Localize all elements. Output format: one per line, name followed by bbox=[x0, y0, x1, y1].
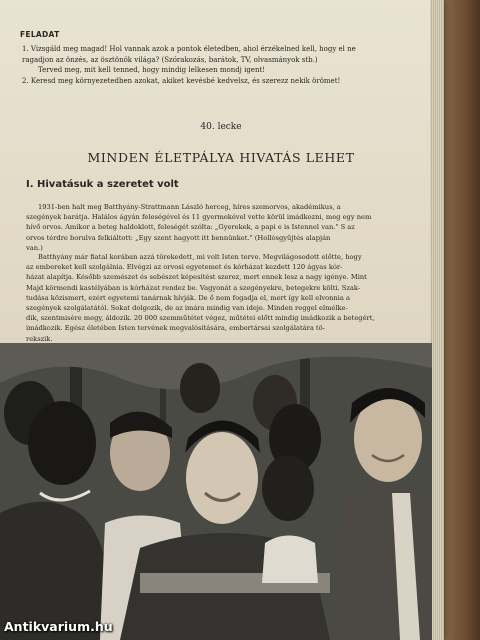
paragraph-line: szegények barátja. Halálos ágyán feleségével és 11 gyermekével vette körül imádkozni, meg egy nem bbox=[26, 213, 372, 222]
paragraph-line: Batthyány már fiatal korában azzá törekedett, mi volt Isten terve. Megvilágosodott előtte, hogy bbox=[38, 253, 362, 261]
chapter-title: MINDEN ÉLETPÁLYA HIVATÁS LEHET bbox=[87, 150, 355, 165]
task-line: Terved meg, mit kell tenned, hogy mindig lelkesen mondj igent! bbox=[38, 66, 266, 74]
paragraph-line: 1931-ben halt meg Batthyány-Strattmann László herceg, híres szemorvos, akadémikus, a bbox=[38, 203, 341, 211]
task-list bbox=[22, 44, 422, 86]
paragraph-line: orvos térdre borulva felkiáltott: „Egy szent hagyott itt bennünket." (Hollósgyűjtés alapján bbox=[26, 233, 331, 242]
group-photo-illustration bbox=[0, 343, 432, 640]
watermark-text: Antikvarium.hu bbox=[4, 619, 113, 634]
group-photo bbox=[0, 343, 432, 640]
paragraph-line: hívő orvos. Amikor a beteg haldoklott, feleségét szólta: „Gyerekek, a papi e is Istennel van." S az bbox=[26, 223, 355, 232]
paragraph-2 bbox=[26, 252, 426, 344]
task-line: ragadjon az önzés, az ösztönök világa? (Szórakozás, barátok, TV, olvasmányok stb.) bbox=[22, 55, 318, 64]
paragraph-line: rekszik. bbox=[26, 334, 53, 343]
paragraph-1 bbox=[26, 202, 426, 253]
paragraph-line: az embereket kell szolgálnia. Elvégzi az orvosi egyetemet és kórházat kezdett 120 ágyas kór- bbox=[26, 263, 343, 272]
section-heading: I. Hivatásuk a szeretet volt bbox=[26, 179, 179, 190]
task-line: 2. Keresd meg környezetedben azokat, akiket kevésbé kedvelsz, és szerezz nekik örömet! bbox=[22, 76, 341, 85]
task-line: 1. Vizsgáld meg magad! Hol vannak azok a pontok életedben, ahol érzékelned kell, hogy el ne bbox=[22, 45, 356, 53]
page-stack-edge bbox=[430, 0, 444, 640]
paragraph-line: szegények szolgálatától. Sokat dolgozik, de az imára mindig van ideje. Minden reggel elmélke- bbox=[26, 304, 348, 313]
paragraph-line: Majd körmendi kastélyában is kórházat rendez be. Vagyonát a szegényekre, betegekre költi. Szak- bbox=[26, 283, 361, 292]
task-heading: FELADAT bbox=[20, 30, 60, 39]
paragraph-line: dik, szentmisére megy, áldozik. 20 000 szemműtétet végez, műtétei előtt mindig imádkozik a betegért, bbox=[26, 314, 375, 323]
paragraph-line: imádkozik. Egész életében Isten tervének megvalósítására, embertársai szolgálatára tö- bbox=[26, 324, 325, 333]
paragraph-line: házat alapítja. Később szemészet és sebészet képesítést szerez, mert ennek lesz a nagy igénye. Mint bbox=[26, 273, 367, 282]
paragraph-line: van.) bbox=[26, 243, 43, 252]
lesson-number: 40. lecke bbox=[200, 122, 242, 132]
paragraph-line: tudása közismert, ezért egyetemi tanárnak hívják. De ő nem fogadja el, mert így kell elvonnia a bbox=[26, 293, 351, 302]
desk-background bbox=[440, 0, 480, 640]
